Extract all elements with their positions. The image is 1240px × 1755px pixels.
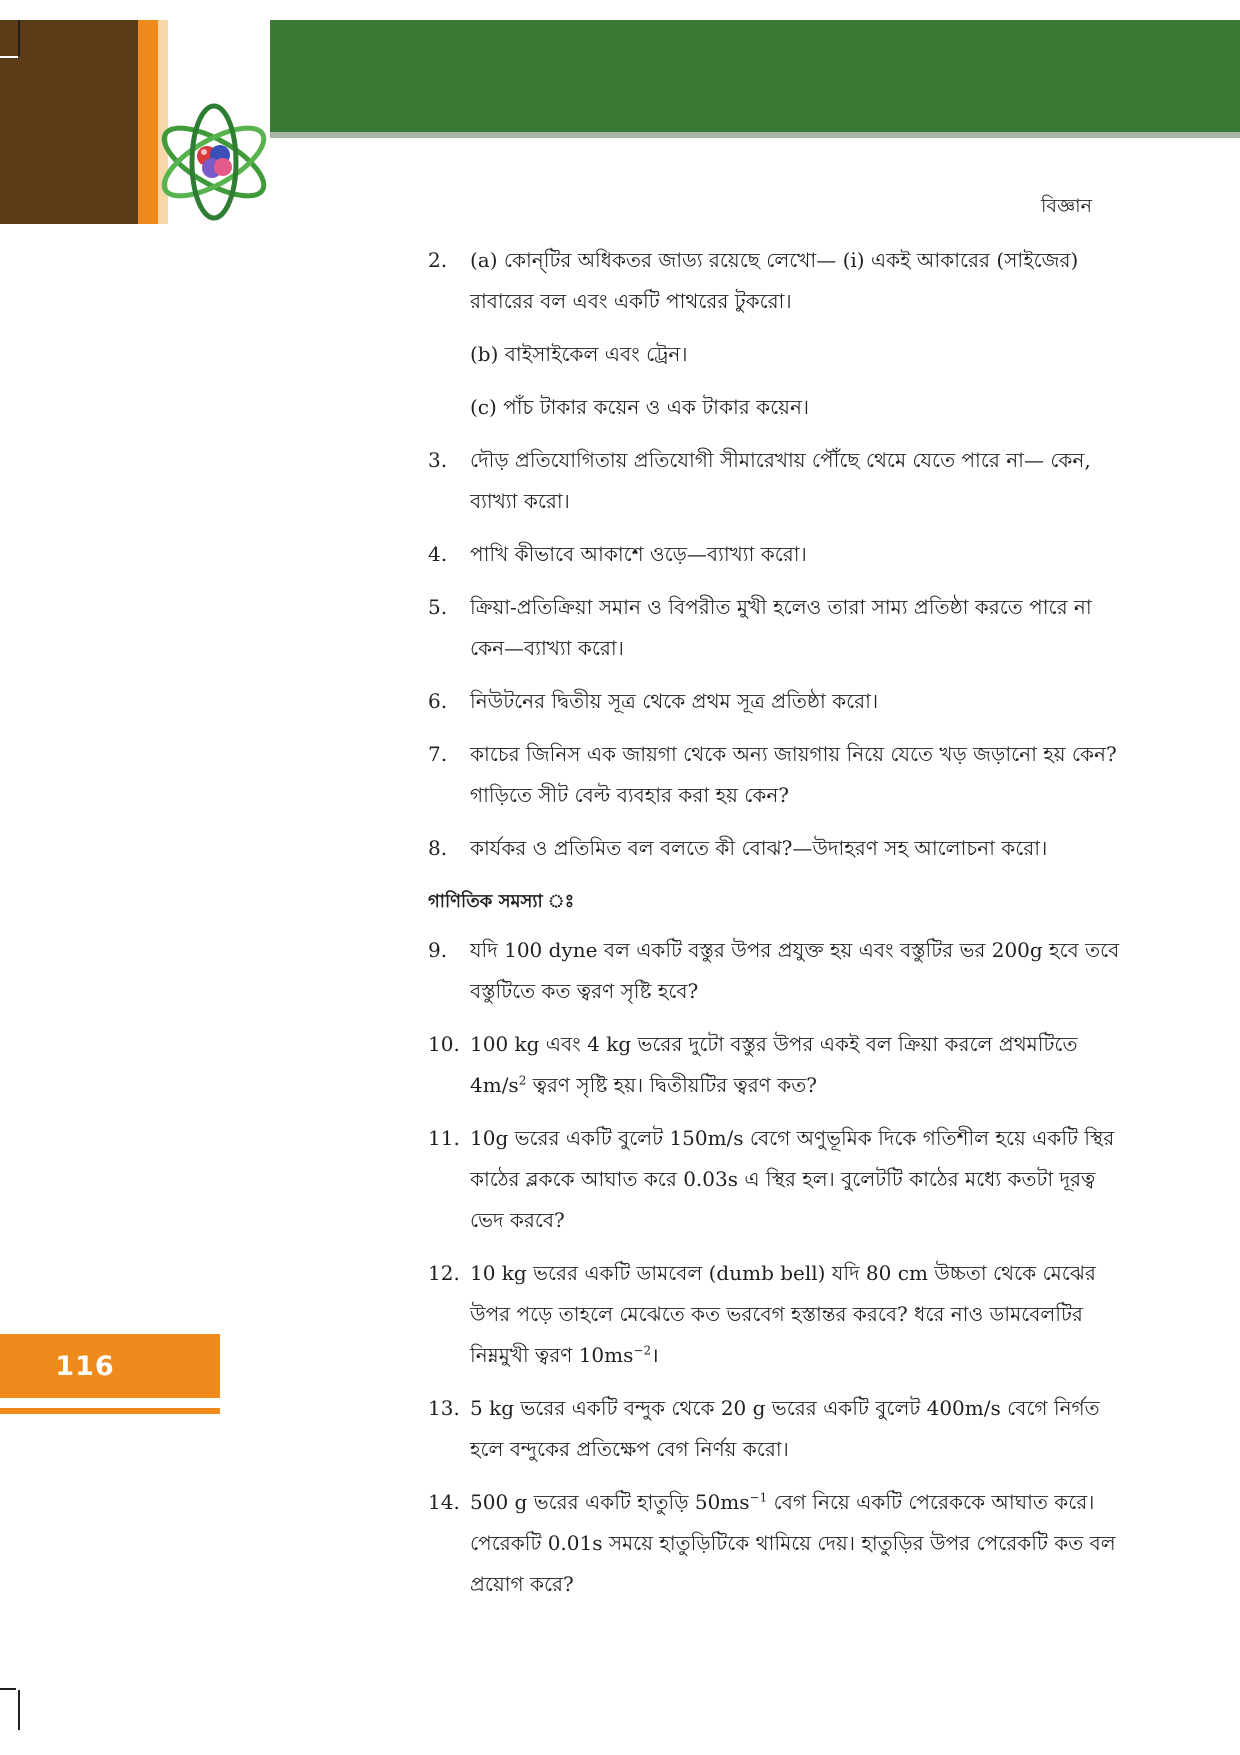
question-number: 2. (428, 248, 448, 272)
problem-text-part-a: 500 g ভরের একটি হাতুড়ি 50ms (470, 1490, 750, 1514)
superscript: 2 (518, 1073, 527, 1088)
crop-mark-bottom-left-v (18, 1690, 20, 1730)
question-6 (428, 681, 1128, 722)
problem-14 (428, 1482, 1128, 1605)
question-7 (428, 734, 1128, 816)
problem-text-part-a: 10 kg ভরের একটি ডামবেল (dumb bell) যদি 80 cm উচ্চতা থেকে মেঝের উপর পড়ে তাহলে মেঝেতে কত ভরবেগ হস্তান্তর করবে? ধরে নাও ডামবেলটির নিম্নমুখী ত্বরণ 10ms (470, 1261, 1096, 1367)
question-number: 6. (428, 689, 448, 713)
problem-number: 9. (428, 938, 448, 962)
question-text: (a) কোন্‌টির অধিকতর জাড্য রয়েছে লেখো— (i) একই আকারের (সাইজের) রাবারের বল এবং একটি পাথরের টুকরো। (470, 248, 1079, 313)
problem-number: 10. (428, 1032, 460, 1056)
problem-text: 5 kg ভরের একটি বন্দুক থেকে 20 g ভরের একটি বুলেট 400m/s বেগে নির্গত হলে বন্দুকের প্রতিক্ষেপ বেগ নির্ণয় করো। (470, 1396, 1100, 1461)
problem-text-part-b: ত্বরণ সৃষ্টি হয়। দ্বিতীয়টির ত্বরণ কত? (526, 1073, 817, 1097)
superscript: −2 (633, 1343, 652, 1358)
problem-10 (428, 1024, 1128, 1106)
problem-13 (428, 1388, 1128, 1470)
section-heading-numerical-problems: গাণিতিক সমস্যা ঃ (428, 891, 575, 912)
problem-9 (428, 930, 1128, 1012)
problem-number: 12. (428, 1261, 460, 1285)
question-text: নিউটনের দ্বিতীয় সূত্র থেকে প্রথম সূত্র প্রতিষ্ঠা করো। (470, 689, 879, 713)
question-number: 8. (428, 836, 448, 860)
question-text: দৌড় প্রতিযোগিতায় প্রতিযোগী সীমারেখায় পৌঁছে থেমে যেতে পারে না— কেন, ব্যাখ্যা করো। (470, 448, 1091, 513)
question-number: 4. (428, 542, 448, 566)
question-number: 5. (428, 595, 448, 619)
problem-12 (428, 1253, 1128, 1376)
problem-number: 14. (428, 1490, 460, 1514)
header-green-shadow (270, 132, 1240, 138)
superscript: −1 (749, 1490, 768, 1505)
question-text: পাখি কীভাবে আকাশে ওড়ে—ব্যাখ্যা করো। (470, 542, 807, 566)
problem-number: 11. (428, 1126, 460, 1150)
atom-icon (152, 100, 276, 224)
question-5 (428, 587, 1128, 669)
question-text: ক্রিয়া-প্রতিক্রিয়া সমান ও বিপরীত মুখী হলেও তারা সাম্য প্রতিষ্ঠা করতে পারে না কেন—ব্যাখ্যা করো। (470, 595, 1092, 660)
header-green-band (270, 20, 1240, 132)
problem-text: যদি 100 dyne বল একটি বস্তুর উপর প্রযুক্ত হয় এবং বস্তুটির ভর 200g হবে তবে বস্তুটিতে কত ত্বরণ সৃষ্টি হবে? (470, 938, 1120, 1003)
question-8 (428, 828, 1128, 869)
problem-11 (428, 1118, 1128, 1241)
question-number: 7. (428, 742, 448, 766)
crop-mark-bottom-left-h (0, 1688, 16, 1690)
problem-text-part-b: । (651, 1343, 659, 1367)
subject-label: বিজ্ঞান (1040, 195, 1092, 217)
problem-number: 13. (428, 1396, 460, 1420)
problem-text-part-a: 100 kg এবং 4 kg ভরের দুটো বস্তুর উপর একই বল ক্রিয়া করলে প্রথমটিতে 4m/s (470, 1032, 1078, 1097)
crop-mark-top-left-h (0, 56, 18, 58)
crop-mark-top-left-v (18, 20, 20, 56)
page-number-underline (0, 1408, 220, 1414)
page-number: 116 (55, 1350, 115, 1382)
problem-text-part-b: বেগ নিয়ে একটি পেরেককে আঘাত করে। পেরেকটি 0.01s সময়ে হাতুড়িটিকে থামিয়ে দেয়। হাতুড়ির উপর পেরেকটি কত বল প্রয়োগ করে? (470, 1490, 1116, 1596)
exercise-content (428, 240, 1128, 1617)
page-number-box (0, 1334, 220, 1398)
question-number: 3. (428, 448, 448, 472)
question-2-sub-b: (b) বাইসাইকেল এবং ট্রেন। (470, 342, 688, 366)
question-4 (428, 534, 1128, 575)
question-3 (428, 440, 1128, 522)
question-text: কার্যকর ও প্রতিমিত বল বলতে কী বোঝ?—উদাহরণ সহ আলোচনা করো। (470, 836, 1048, 860)
header-brown-block (0, 20, 138, 224)
question-2 (428, 240, 1128, 322)
question-text: কাচের জিনিস এক জায়গা থেকে অন্য জায়গায় নিয়ে যেতে খড় জড়ানো হয় কেন? গাড়িতে সীট বেল্ট ব্যবহার করা হয় কেন? (470, 742, 1117, 807)
question-2-sub-c: (c) পাঁচ টাকার কয়েন ও এক টাকার কয়েন। (470, 395, 810, 419)
problem-text: 10g ভরের একটি বুলেট 150m/s বেগে অণুভূমিক দিকে গতিশীল হয়ে একটি স্থির কাঠের ব্লককে আঘাত করে 0.03s এ স্থির হল। বুলেটটি কাঠের মধ্যে কতটা দূরত্ব ভেদ করবে? (470, 1126, 1115, 1232)
